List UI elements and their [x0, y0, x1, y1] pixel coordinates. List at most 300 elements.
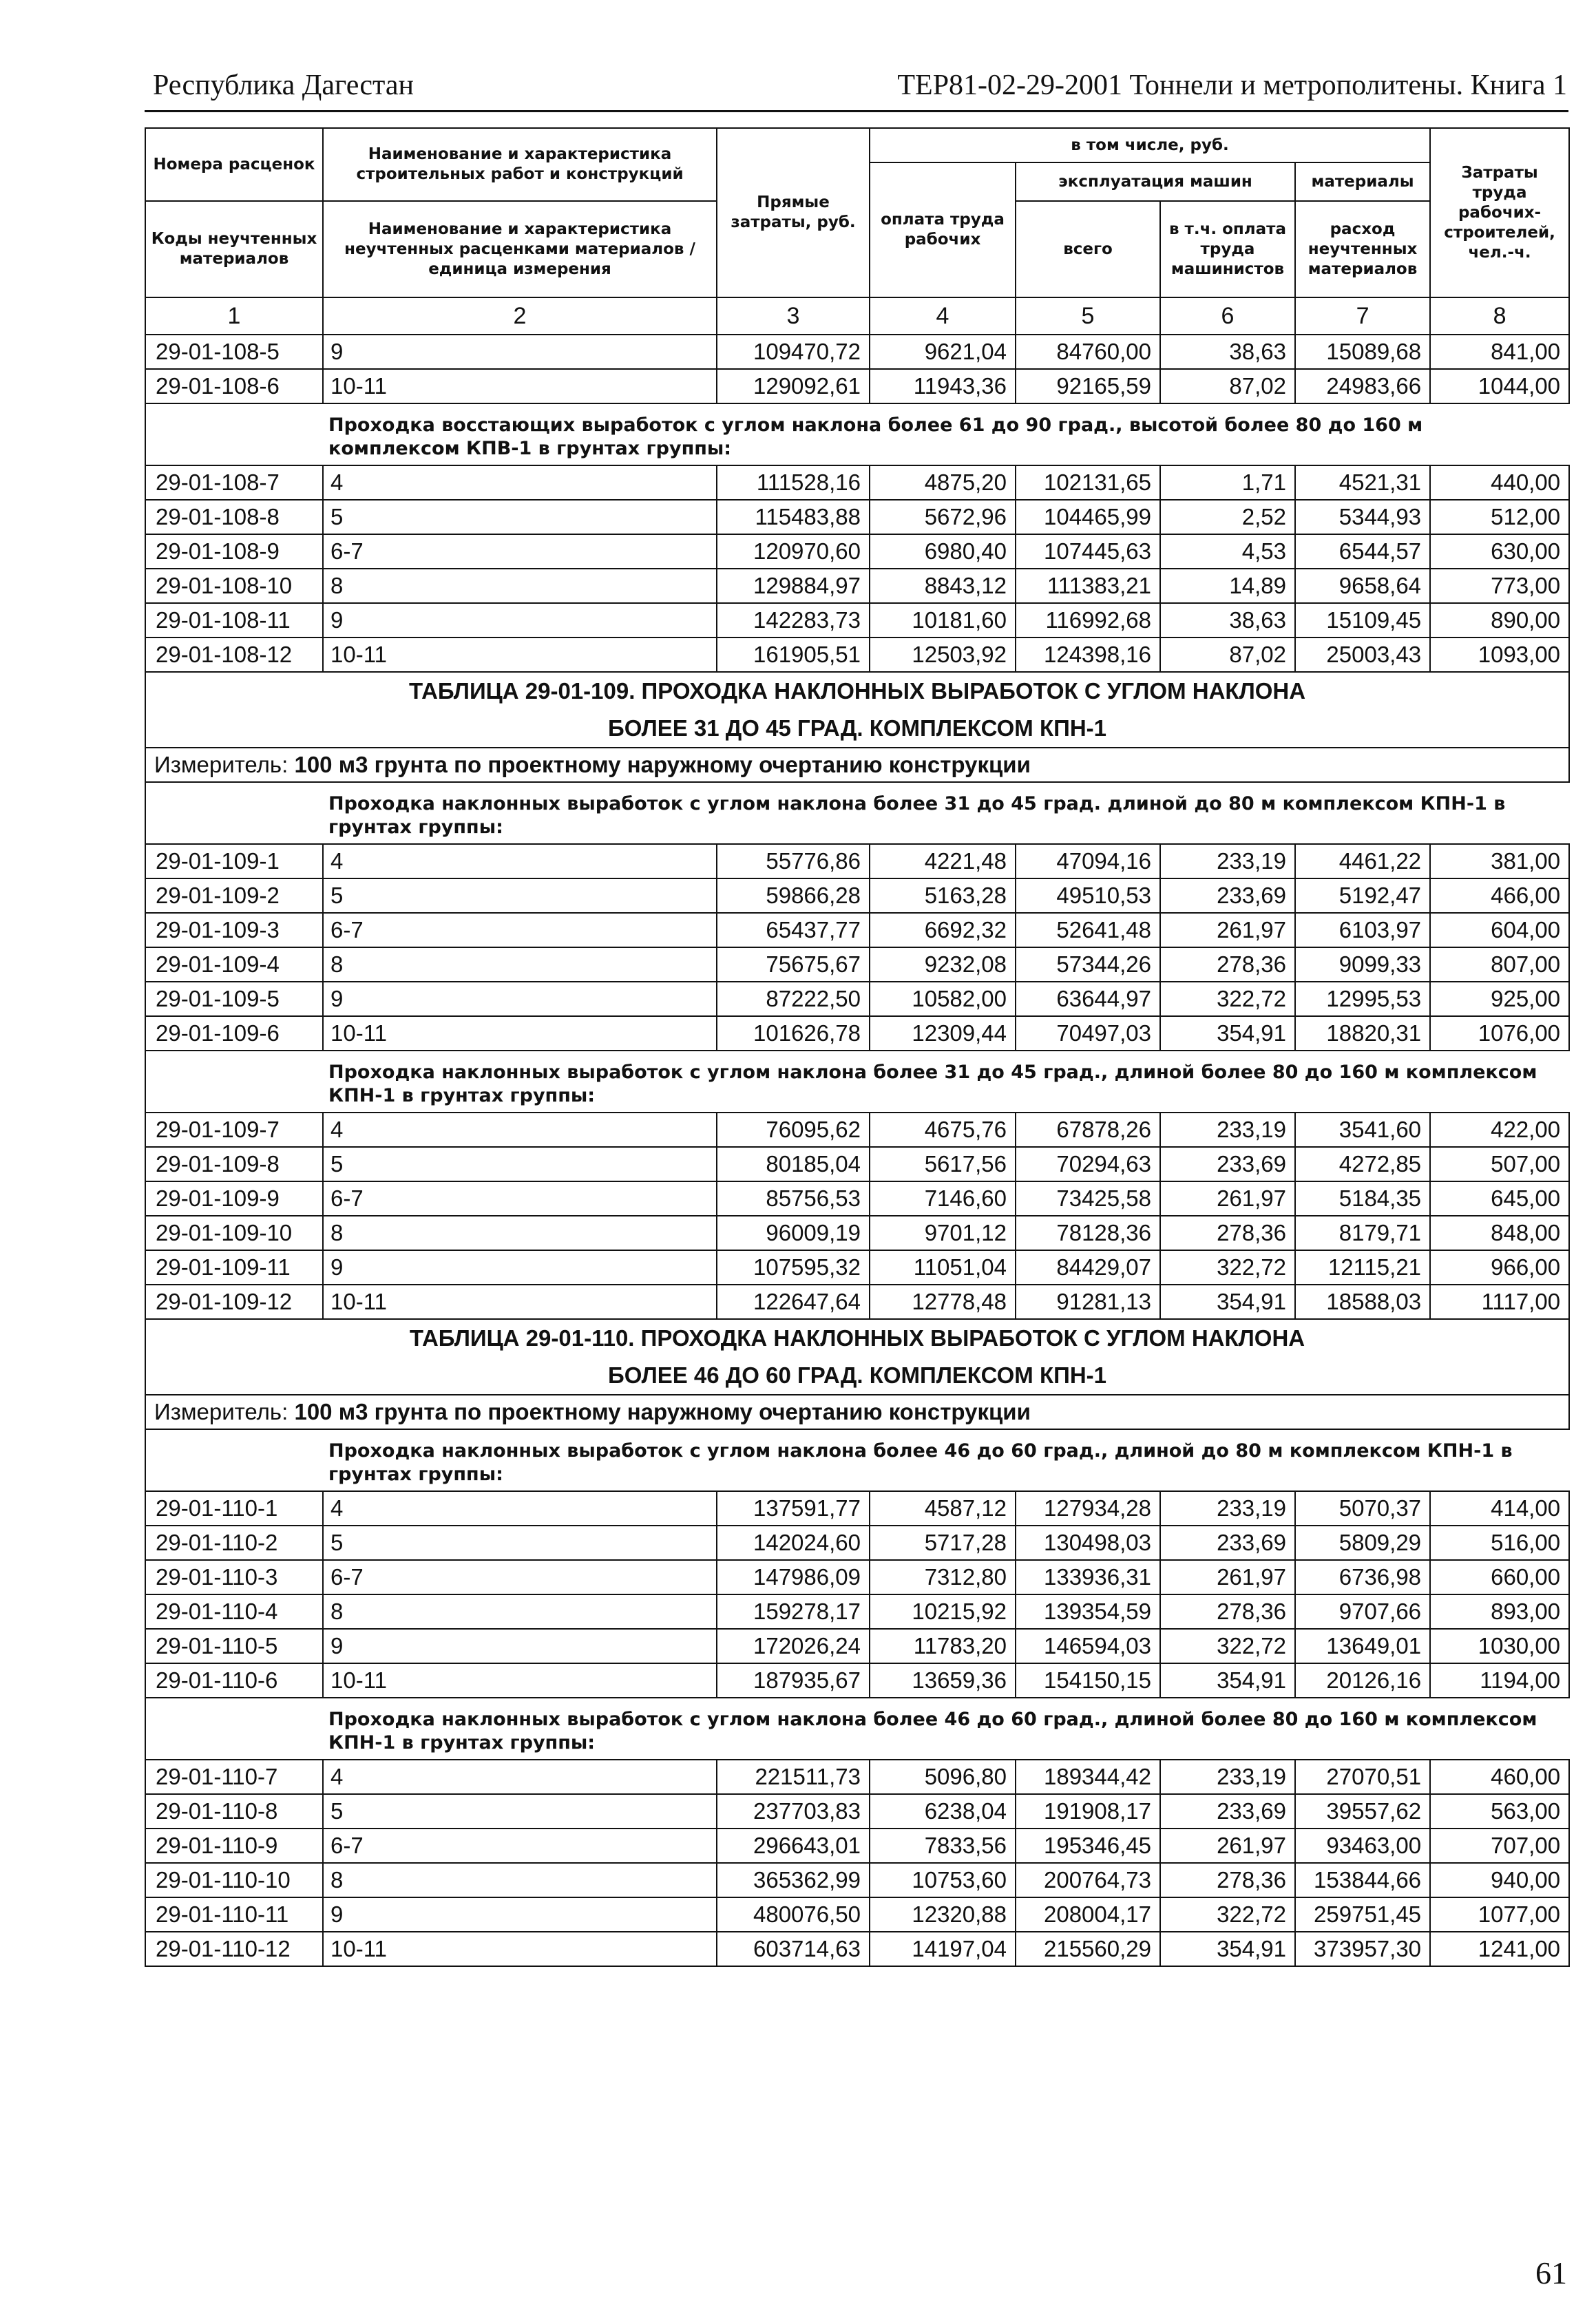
value-cell: 893,00 [1430, 1594, 1569, 1629]
value-cell: 8179,71 [1295, 1216, 1430, 1250]
section-heading-row [145, 1698, 1569, 1760]
value-cell: 13659,36 [870, 1663, 1016, 1698]
value-cell: 10215,92 [870, 1594, 1016, 1629]
table-row [145, 1526, 1569, 1560]
th-zatraty: Затраты труда рабочих-строителей, чел.-ч. [1430, 128, 1569, 297]
value-cell: 5672,96 [870, 500, 1016, 534]
soil-group-cell: 8 [323, 1216, 717, 1250]
value-cell: 645,00 [1430, 1181, 1569, 1216]
soil-group-cell: 6-7 [323, 1181, 717, 1216]
rate-code-cell: 29-01-109-11 [145, 1250, 323, 1285]
table-title-line: ТАБЛИЦА 29-01-109. ПРОХОДКА НАКЛОННЫХ ВЫРАБОТОК С УГЛОМ НАКЛОНА [408, 678, 1306, 704]
section-heading: Проходка наклонных выработок с углом наклона более 31 до 45 град. длиной до 80 м комплексом КПН-1 в грунтах группы: [323, 782, 1569, 844]
value-cell: 139354,59 [1016, 1594, 1160, 1629]
value-cell: 259751,45 [1295, 1897, 1430, 1932]
value-cell: 191908,17 [1016, 1794, 1160, 1829]
value-cell: 322,72 [1160, 1629, 1295, 1663]
value-cell: 1093,00 [1430, 638, 1569, 672]
value-cell: 422,00 [1430, 1113, 1569, 1147]
rate-code-cell: 29-01-109-10 [145, 1216, 323, 1250]
col-number: 7 [1295, 297, 1430, 335]
value-cell: 91281,13 [1016, 1285, 1160, 1319]
soil-group-cell: 6-7 [323, 1829, 717, 1863]
value-cell: 9099,33 [1295, 947, 1430, 982]
table-row [145, 465, 1569, 500]
value-cell: 15089,68 [1295, 335, 1430, 369]
rate-code-cell: 29-01-109-3 [145, 913, 323, 947]
value-cell: 14,89 [1160, 569, 1295, 603]
value-cell: 1076,00 [1430, 1016, 1569, 1051]
soil-group-cell: 10-11 [323, 369, 717, 403]
page-number: 61 [1535, 2255, 1567, 2290]
value-cell: 146594,03 [1016, 1629, 1160, 1663]
value-cell: 55776,86 [717, 844, 870, 878]
value-cell: 96009,19 [717, 1216, 870, 1250]
soil-group-cell: 10-11 [323, 1285, 717, 1319]
value-cell: 67878,26 [1016, 1113, 1160, 1147]
value-cell: 603714,63 [717, 1932, 870, 1966]
table-row [145, 369, 1569, 403]
value-cell: 107595,32 [717, 1250, 870, 1285]
table-header-row-1 [145, 128, 1569, 162]
section-blank-cell [145, 403, 323, 465]
value-cell: 12320,88 [870, 1897, 1016, 1932]
value-cell: 5184,35 [1295, 1181, 1430, 1216]
value-cell: 92165,59 [1016, 369, 1160, 403]
value-cell: 129884,97 [717, 569, 870, 603]
value-cell: 18820,31 [1295, 1016, 1430, 1051]
value-cell: 189344,42 [1016, 1760, 1160, 1794]
value-cell: 221511,73 [717, 1760, 870, 1794]
value-cell: 7833,56 [870, 1829, 1016, 1863]
rate-code-cell: 29-01-109-8 [145, 1147, 323, 1181]
section-heading: Проходка восстающих выработок с углом наклона более 61 до 90 град., высотой более 80 до 160 м комплексом КПВ-1 в грунтах группы: [323, 403, 1569, 465]
value-cell: 354,91 [1160, 1285, 1295, 1319]
rate-code-cell: 29-01-108-7 [145, 465, 323, 500]
value-cell: 890,00 [1430, 603, 1569, 638]
value-cell: 5344,93 [1295, 500, 1430, 534]
header-region: Республика Дагестан [153, 70, 414, 101]
value-cell: 10181,60 [870, 603, 1016, 638]
value-cell: 5717,28 [870, 1526, 1016, 1560]
th-kody: Коды неучтенных материалов [145, 201, 323, 297]
rate-code-cell: 29-01-110-6 [145, 1663, 323, 1698]
value-cell: 1117,00 [1430, 1285, 1569, 1319]
value-cell: 87,02 [1160, 369, 1295, 403]
table-row [145, 1560, 1569, 1594]
rate-code-cell: 29-01-109-5 [145, 982, 323, 1016]
value-cell: 12115,21 [1295, 1250, 1430, 1285]
value-cell: 480076,50 [717, 1897, 870, 1932]
value-cell: 2,52 [1160, 500, 1295, 534]
soil-group-cell: 4 [323, 844, 717, 878]
table-row [145, 913, 1569, 947]
header-rule [145, 110, 1568, 112]
value-cell: 940,00 [1430, 1863, 1569, 1897]
table-row [145, 569, 1569, 603]
value-cell: 75675,67 [717, 947, 870, 982]
th-materialy: материалы [1295, 162, 1430, 201]
value-cell: 233,19 [1160, 1113, 1295, 1147]
value-cell: 354,91 [1160, 1663, 1295, 1698]
value-cell: 516,00 [1430, 1526, 1569, 1560]
value-cell: 841,00 [1430, 335, 1569, 369]
value-cell: 4272,85 [1295, 1147, 1430, 1181]
table-title-line: БОЛЕЕ 31 ДО 45 ГРАД. КОМПЛЕКСОМ КПН-1 [608, 715, 1107, 741]
value-cell: 466,00 [1430, 878, 1569, 913]
value-cell: 161905,51 [717, 638, 870, 672]
value-cell: 512,00 [1430, 500, 1569, 534]
col-number: 2 [323, 297, 717, 335]
value-cell: 9232,08 [870, 947, 1016, 982]
value-cell: 233,69 [1160, 1526, 1295, 1560]
table-row [145, 1760, 1569, 1794]
value-cell: 4461,22 [1295, 844, 1430, 878]
value-cell: 15109,45 [1295, 603, 1430, 638]
soil-group-cell: 4 [323, 1113, 717, 1147]
measure-unit [145, 1395, 1569, 1429]
value-cell: 9658,64 [1295, 569, 1430, 603]
section-heading-row [145, 403, 1569, 465]
value-cell: 440,00 [1430, 465, 1569, 500]
table-title [145, 672, 1569, 748]
measure-unit [145, 748, 1569, 782]
value-cell: 142024,60 [717, 1526, 870, 1560]
table-row [145, 1794, 1569, 1829]
soil-group-cell: 5 [323, 500, 717, 534]
soil-group-cell: 8 [323, 947, 717, 982]
value-cell: 73425,58 [1016, 1181, 1160, 1216]
value-cell: 278,36 [1160, 1594, 1295, 1629]
table-title-row [145, 1319, 1569, 1395]
value-cell: 8843,12 [870, 569, 1016, 603]
value-cell: 4875,20 [870, 465, 1016, 500]
value-cell: 85756,53 [717, 1181, 870, 1216]
soil-group-cell: 10-11 [323, 1663, 717, 1698]
value-cell: 5617,56 [870, 1147, 1016, 1181]
table-row [145, 947, 1569, 982]
table-row [145, 335, 1569, 369]
col-number: 6 [1160, 297, 1295, 335]
value-cell: 39557,62 [1295, 1794, 1430, 1829]
rate-code-cell: 29-01-110-3 [145, 1560, 323, 1594]
value-cell: 365362,99 [717, 1863, 870, 1897]
table-row [145, 1016, 1569, 1051]
th-ekspl: эксплуатация машин [1016, 162, 1295, 201]
soil-group-cell: 10-11 [323, 1016, 717, 1051]
value-cell: 129092,61 [717, 369, 870, 403]
table-row [145, 603, 1569, 638]
table-row [145, 1594, 1569, 1629]
th-oplata: оплата труда рабочих [870, 162, 1016, 297]
value-cell: 322,72 [1160, 982, 1295, 1016]
value-cell: 13649,01 [1295, 1629, 1430, 1663]
rate-code-cell: 29-01-109-12 [145, 1285, 323, 1319]
rate-code-cell: 29-01-110-4 [145, 1594, 323, 1629]
value-cell: 563,00 [1430, 1794, 1569, 1829]
value-cell: 14197,04 [870, 1932, 1016, 1966]
value-cell: 47094,16 [1016, 844, 1160, 878]
value-cell: 6544,57 [1295, 534, 1430, 569]
th-nomera: Номера расценок [145, 128, 323, 201]
table-row [145, 1216, 1569, 1250]
value-cell: 354,91 [1160, 1016, 1295, 1051]
value-cell: 101626,78 [717, 1016, 870, 1051]
value-cell: 63644,97 [1016, 982, 1160, 1016]
col-number: 5 [1016, 297, 1160, 335]
rate-code-cell: 29-01-110-7 [145, 1760, 323, 1794]
value-cell: 70294,63 [1016, 1147, 1160, 1181]
table-row [145, 500, 1569, 534]
rate-code-cell: 29-01-110-11 [145, 1897, 323, 1932]
value-cell: 233,19 [1160, 844, 1295, 878]
value-cell: 5096,80 [870, 1760, 1016, 1794]
table-title-line: ТАБЛИЦА 29-01-110. ПРОХОДКА НАКЛОННЫХ ВЫРАБОТОК С УГЛОМ НАКЛОНА [409, 1325, 1305, 1351]
value-cell: 373957,30 [1295, 1932, 1430, 1966]
value-cell: 195346,45 [1016, 1829, 1160, 1863]
rate-code-cell: 29-01-109-1 [145, 844, 323, 878]
value-cell: 261,97 [1160, 913, 1295, 947]
table-row [145, 1663, 1569, 1698]
value-cell: 381,00 [1430, 844, 1569, 878]
value-cell: 278,36 [1160, 1216, 1295, 1250]
value-cell: 115483,88 [717, 500, 870, 534]
rate-code-cell: 29-01-110-5 [145, 1629, 323, 1663]
value-cell: 12309,44 [870, 1016, 1016, 1051]
value-cell: 111528,16 [717, 465, 870, 500]
section-heading-row [145, 1429, 1569, 1491]
soil-group-cell: 4 [323, 1760, 717, 1794]
table-row [145, 534, 1569, 569]
value-cell: 278,36 [1160, 1863, 1295, 1897]
soil-group-cell: 5 [323, 1526, 717, 1560]
table-row [145, 1147, 1569, 1181]
measure-row [145, 748, 1569, 782]
value-cell: 6736,98 [1295, 1560, 1430, 1594]
value-cell: 604,00 [1430, 913, 1569, 947]
value-cell: 261,97 [1160, 1560, 1295, 1594]
value-cell: 278,36 [1160, 947, 1295, 982]
soil-group-cell: 5 [323, 1147, 717, 1181]
value-cell: 9701,12 [870, 1216, 1016, 1250]
soil-group-cell: 10-11 [323, 638, 717, 672]
value-cell: 5163,28 [870, 878, 1016, 913]
value-cell: 261,97 [1160, 1829, 1295, 1863]
value-cell: 5070,37 [1295, 1491, 1430, 1526]
value-cell: 142283,73 [717, 603, 870, 638]
value-cell: 6238,04 [870, 1794, 1016, 1829]
value-cell: 70497,03 [1016, 1016, 1160, 1051]
soil-group-cell: 8 [323, 1863, 717, 1897]
value-cell: 296643,01 [717, 1829, 870, 1863]
col-number: 8 [1430, 297, 1569, 335]
rate-code-cell: 29-01-108-12 [145, 638, 323, 672]
table-row [145, 844, 1569, 878]
rate-code-cell: 29-01-110-8 [145, 1794, 323, 1829]
value-cell: 154150,15 [1016, 1663, 1160, 1698]
table-row [145, 638, 1569, 672]
section-blank-cell [145, 782, 323, 844]
column-numbers-row [145, 297, 1569, 335]
value-cell: 7146,60 [870, 1181, 1016, 1216]
soil-group-cell: 4 [323, 1491, 717, 1526]
value-cell: 12778,48 [870, 1285, 1016, 1319]
header-document-title: ТЕР81-02-29-2001 Тоннели и метрополитены. Книга 1 [897, 70, 1567, 101]
value-cell: 807,00 [1430, 947, 1569, 982]
rate-code-cell: 29-01-108-11 [145, 603, 323, 638]
value-cell: 87,02 [1160, 638, 1295, 672]
value-cell: 107445,63 [1016, 534, 1160, 569]
value-cell: 237703,83 [717, 1794, 870, 1829]
soil-group-cell: 6-7 [323, 1560, 717, 1594]
value-cell: 116992,68 [1016, 603, 1160, 638]
rate-code-cell: 29-01-110-12 [145, 1932, 323, 1966]
value-cell: 104465,99 [1016, 500, 1160, 534]
value-cell: 208004,17 [1016, 1897, 1160, 1932]
rate-code-cell: 29-01-109-7 [145, 1113, 323, 1147]
table-row [145, 1285, 1569, 1319]
value-cell: 660,00 [1430, 1560, 1569, 1594]
measure-value: 100 м3 грунта по проектному наружному очертанию конструкции [294, 752, 1031, 777]
value-cell: 38,63 [1160, 603, 1295, 638]
table-title-line: БОЛЕЕ 46 ДО 60 ГРАД. КОМПЛЕКСОМ КПН-1 [608, 1362, 1107, 1388]
rate-code-cell: 29-01-109-6 [145, 1016, 323, 1051]
value-cell: 76095,62 [717, 1113, 870, 1147]
soil-group-cell: 8 [323, 1594, 717, 1629]
value-cell: 153844,66 [1295, 1863, 1430, 1897]
value-cell: 93463,00 [1295, 1829, 1430, 1863]
th-naim2: Наименование и характеристика неучтенных расценками материалов / единица измерения [323, 201, 717, 297]
value-cell: 4587,12 [870, 1491, 1016, 1526]
value-cell: 5809,29 [1295, 1526, 1430, 1560]
value-cell: 24983,66 [1295, 369, 1430, 403]
value-cell: 130498,03 [1016, 1526, 1160, 1560]
rate-code-cell: 29-01-108-5 [145, 335, 323, 369]
rate-code-cell: 29-01-110-10 [145, 1863, 323, 1897]
section-blank-cell [145, 1698, 323, 1760]
table-row [145, 1250, 1569, 1285]
soil-group-cell: 9 [323, 1897, 717, 1932]
value-cell: 49510,53 [1016, 878, 1160, 913]
value-cell: 233,19 [1160, 1491, 1295, 1526]
value-cell: 187935,67 [717, 1663, 870, 1698]
rate-code-cell: 29-01-108-6 [145, 369, 323, 403]
soil-group-cell: 8 [323, 569, 717, 603]
table-row [145, 1829, 1569, 1863]
value-cell: 1,71 [1160, 465, 1295, 500]
value-cell: 59866,28 [717, 878, 870, 913]
measure-label: Измеритель: [154, 752, 288, 777]
value-cell: 147986,09 [717, 1560, 870, 1594]
value-cell: 4221,48 [870, 844, 1016, 878]
value-cell: 10582,00 [870, 982, 1016, 1016]
rate-code-cell: 29-01-109-9 [145, 1181, 323, 1216]
value-cell: 1030,00 [1430, 1629, 1569, 1663]
rate-code-cell: 29-01-110-2 [145, 1526, 323, 1560]
table-title-row [145, 672, 1569, 748]
value-cell: 87222,50 [717, 982, 870, 1016]
value-cell: 11783,20 [870, 1629, 1016, 1663]
rate-code-cell: 29-01-108-9 [145, 534, 323, 569]
value-cell: 1044,00 [1430, 369, 1569, 403]
value-cell: 1194,00 [1430, 1663, 1569, 1698]
rate-code-cell: 29-01-109-4 [145, 947, 323, 982]
col-number: 4 [870, 297, 1016, 335]
rates-table [145, 127, 1570, 1967]
value-cell: 18588,03 [1295, 1285, 1430, 1319]
value-cell: 172026,24 [717, 1629, 870, 1663]
value-cell: 4521,31 [1295, 465, 1430, 500]
value-cell: 630,00 [1430, 534, 1569, 569]
soil-group-cell: 6-7 [323, 534, 717, 569]
value-cell: 200764,73 [1016, 1863, 1160, 1897]
section-heading: Проходка наклонных выработок с углом наклона более 46 до 60 град., длиной более 80 до 160 м комплексом КПН-1 в грунтах группы: [323, 1698, 1569, 1760]
table-title [145, 1319, 1569, 1395]
table-row [145, 982, 1569, 1016]
section-blank-cell [145, 1051, 323, 1113]
th-vtch: в т.ч. оплата труда машинистов [1160, 201, 1295, 297]
value-cell: 78128,36 [1016, 1216, 1160, 1250]
value-cell: 65437,77 [717, 913, 870, 947]
table-row [145, 1181, 1569, 1216]
measure-row [145, 1395, 1569, 1429]
value-cell: 133936,31 [1016, 1560, 1160, 1594]
rate-code-cell: 29-01-110-1 [145, 1491, 323, 1526]
value-cell: 84429,07 [1016, 1250, 1160, 1285]
section-heading: Проходка наклонных выработок с углом наклона более 31 до 45 град., длиной более 80 до 160 м комплексом КПН-1 в грунтах группы: [323, 1051, 1569, 1113]
table-row [145, 1113, 1569, 1147]
table-row [145, 1491, 1569, 1526]
value-cell: 6980,40 [870, 534, 1016, 569]
value-cell: 233,69 [1160, 1147, 1295, 1181]
value-cell: 322,72 [1160, 1897, 1295, 1932]
value-cell: 3541,60 [1295, 1113, 1430, 1147]
value-cell: 80185,04 [717, 1147, 870, 1181]
col-number: 3 [717, 297, 870, 335]
measure-label: Измеритель: [154, 1399, 288, 1424]
soil-group-cell: 9 [323, 603, 717, 638]
value-cell: 57344,26 [1016, 947, 1160, 982]
value-cell: 25003,43 [1295, 638, 1430, 672]
value-cell: 12503,92 [870, 638, 1016, 672]
value-cell: 4675,76 [870, 1113, 1016, 1147]
th-rashod: расход неучтенных материалов [1295, 201, 1430, 297]
value-cell: 9621,04 [870, 335, 1016, 369]
value-cell: 322,72 [1160, 1250, 1295, 1285]
value-cell: 122647,64 [717, 1285, 870, 1319]
soil-group-cell: 9 [323, 1629, 717, 1663]
value-cell: 137591,77 [717, 1491, 870, 1526]
soil-group-cell: 9 [323, 335, 717, 369]
value-cell: 10753,60 [870, 1863, 1016, 1897]
value-cell: 925,00 [1430, 982, 1569, 1016]
value-cell: 20126,16 [1295, 1663, 1430, 1698]
section-heading-row [145, 1051, 1569, 1113]
value-cell: 38,63 [1160, 335, 1295, 369]
value-cell: 6103,97 [1295, 913, 1430, 947]
table-row [145, 1629, 1569, 1663]
soil-group-cell: 6-7 [323, 913, 717, 947]
soil-group-cell: 5 [323, 878, 717, 913]
value-cell: 84760,00 [1016, 335, 1160, 369]
value-cell: 4,53 [1160, 534, 1295, 569]
value-cell: 9707,66 [1295, 1594, 1430, 1629]
table-row [145, 1897, 1569, 1932]
value-cell: 460,00 [1430, 1760, 1569, 1794]
value-cell: 102131,65 [1016, 465, 1160, 500]
value-cell: 848,00 [1430, 1216, 1569, 1250]
rate-code-cell: 29-01-108-8 [145, 500, 323, 534]
